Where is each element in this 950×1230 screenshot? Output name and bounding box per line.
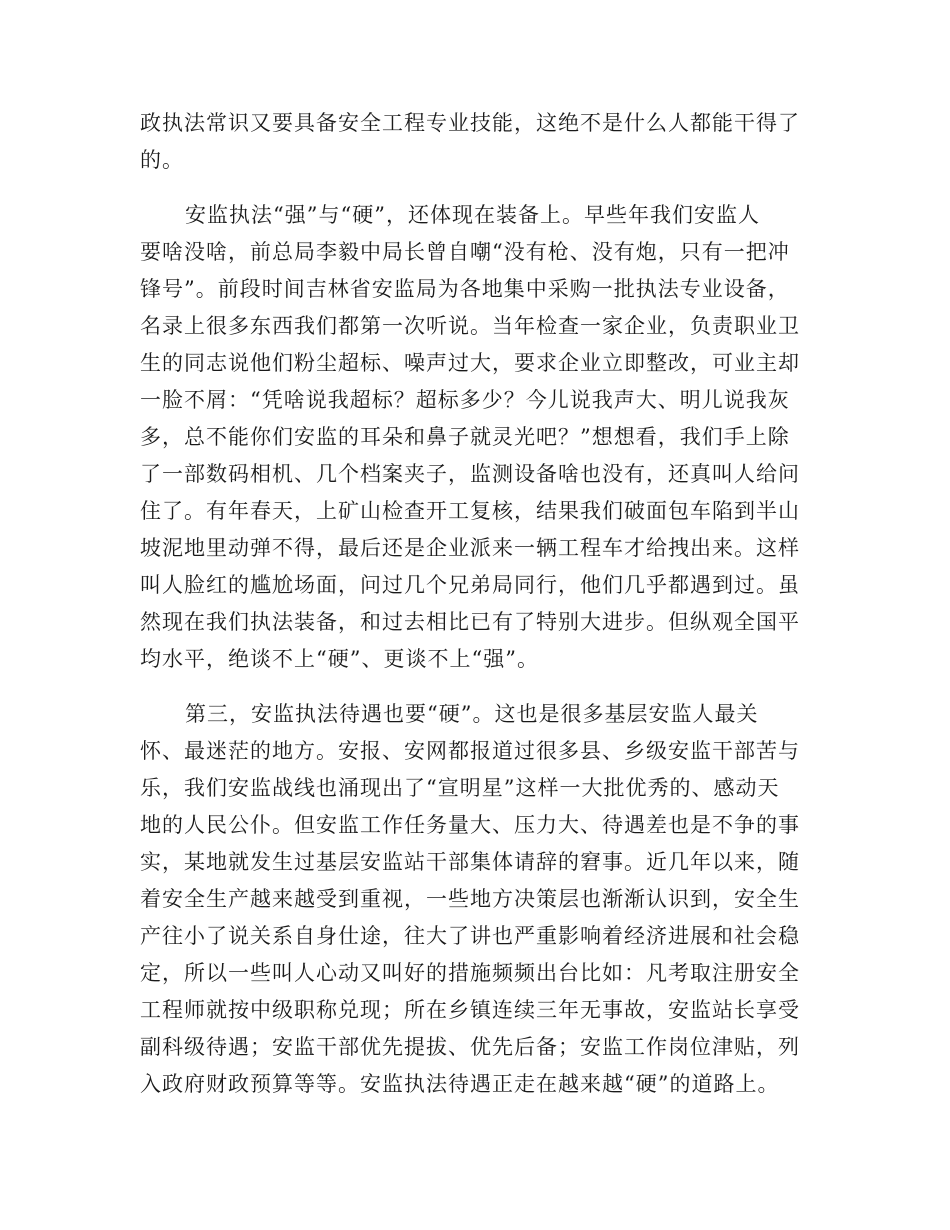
paragraph-3 xyxy=(140,696,820,1103)
text-line: 然现在我们执法装备，和过去相比已有了特别大进步。但纵观全国平 xyxy=(140,610,800,634)
paragraph-2 xyxy=(140,197,820,678)
text-line: 叫人脸红的尴尬场面，问过几个兄弟局同行，他们几乎都遇到过。虽 xyxy=(140,573,800,597)
paragraph-1 xyxy=(140,105,820,179)
text-line: 多，总不能你们安监的耳朵和鼻子就灵光吧？”想想看，我们手上除 xyxy=(140,425,790,449)
text-line: 锋号”。前段时间吉林省安监局为各地集中采购一批执法专业设备， xyxy=(140,277,790,301)
text-line: 名录上很多东西我们都第一次听说。当年检查一家企业，负责职业卫 xyxy=(140,314,800,338)
text-line: 安监执法“强”与“硬”，还体现在装备上。早些年我们安监人 xyxy=(185,203,760,227)
text-line: 工程师就按中级职称兑现；所在乡镇连续三年无事故，安监站长享受 xyxy=(140,998,800,1022)
text-line: 第三，安监执法待遇也要“硬”。这也是很多基层安监人最关 xyxy=(185,702,759,726)
text-line: 了一部数码相机、几个档案夹子，监测设备啥也没有，还真叫人给问 xyxy=(140,462,800,486)
text-line: 要啥没啥，前总局李毅中局长曾自嘲“没有枪、没有炮，只有一把冲 xyxy=(140,240,790,264)
text-line: 产往小了说关系自身仕途，往大了讲也严重影响着经济进展和社会稳 xyxy=(140,924,800,948)
text-line: 入政府财政预算等等。安监执法待遇正走在越来越“硬”的道路上。 xyxy=(140,1072,780,1096)
text-line: 乐，我们安监战线也涌现出了“宣明星”这样一大批优秀的、感动天 xyxy=(140,776,780,800)
text-line: 地的人民公仆。但安监工作任务量大、压力大、待遇差也是不争的事 xyxy=(140,813,800,837)
text-line: 住了。有年春天，上矿山检查开工复核，结果我们破面包车陷到半山 xyxy=(140,499,800,523)
text-line: 副科级待遇；安监干部优先提拔、优先后备；安监工作岗位津贴，列 xyxy=(140,1035,800,1059)
text-line: 怀、最迷茫的地方。安报、安网都报道过很多县、乡级安监干部苦与 xyxy=(140,739,800,763)
text-line: 均水平，绝谈不上“硬”、更谈不上“强”。 xyxy=(140,647,539,671)
text-line: 政执法常识又要具备安全工程专业技能，这绝不是什么人都能干得了 xyxy=(140,111,800,135)
text-line: 一脸不屑：“凭啥说我超标？超标多少？今儿说我声大、明儿说我灰 xyxy=(140,388,790,412)
text-line: 的。 xyxy=(140,148,184,172)
text-line: 定，所以一些叫人心动又叫好的措施频频出台比如：凡考取注册安全 xyxy=(140,961,800,985)
text-line: 坡泥地里动弹不得，最后还是企业派来一辆工程车才给拽出来。这样 xyxy=(140,536,800,560)
text-line: 生的同志说他们粉尘超标、噪声过大，要求企业立即整改，可业主却 xyxy=(140,351,800,375)
text-line: 实，某地就发生过基层安监站干部集体请辞的窘事。近几年以来，随 xyxy=(140,850,800,874)
text-line: 着安全生产越来越受到重视，一些地方决策层也渐渐认识到，安全生 xyxy=(140,887,800,911)
document-body xyxy=(140,105,820,1121)
